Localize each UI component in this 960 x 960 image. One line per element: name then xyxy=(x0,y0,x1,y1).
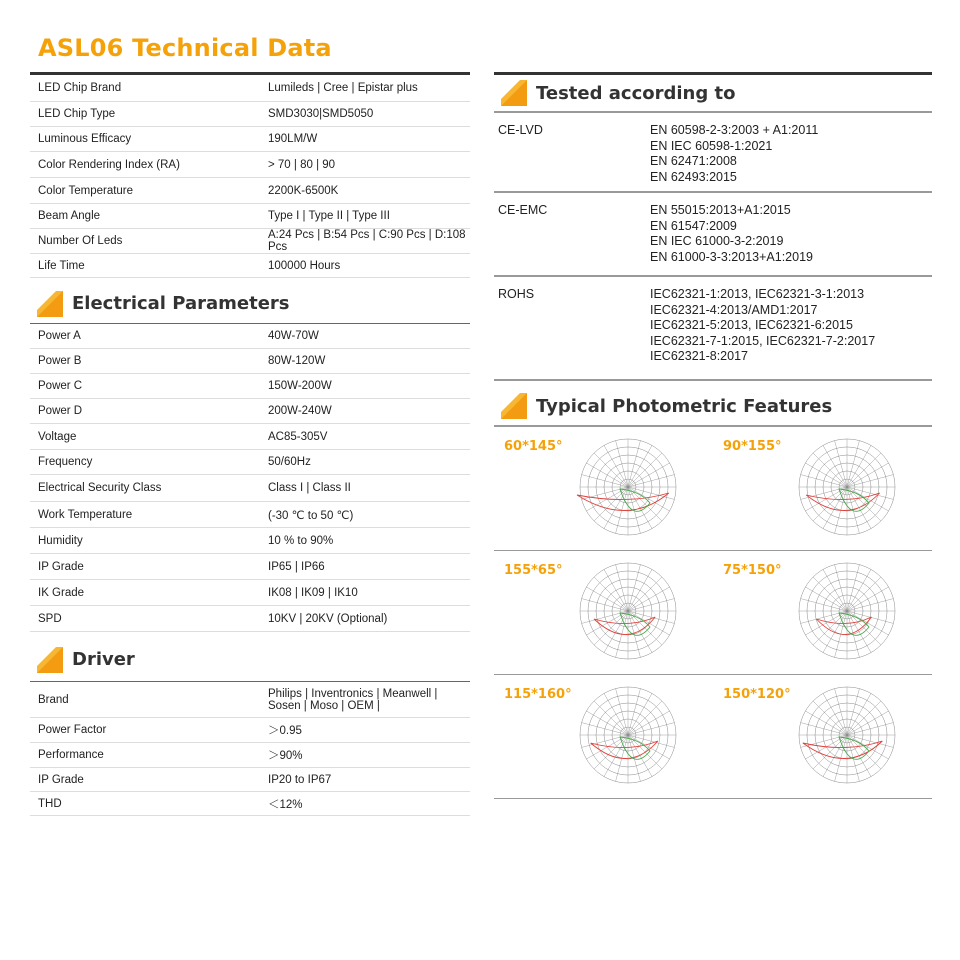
polar-spoke xyxy=(628,487,652,529)
polar-spoke xyxy=(813,701,847,735)
spec-row xyxy=(30,254,470,278)
spec-row xyxy=(30,229,470,254)
standard-line: EN 61547:2009 xyxy=(650,218,737,233)
spec-row xyxy=(30,768,470,792)
standard-list xyxy=(650,193,932,275)
polar-spoke xyxy=(604,735,628,777)
spec-value: 100000 Hours xyxy=(268,259,341,272)
spec-key: LED Chip Brand xyxy=(38,82,122,94)
beam-angle-label: 150*120° xyxy=(723,687,791,702)
photometric-heading: Typical Photometric Features xyxy=(536,395,833,417)
left-column xyxy=(30,72,470,816)
polar-spoke xyxy=(847,711,889,735)
polar-spoke xyxy=(628,453,662,487)
photometric-cell xyxy=(713,427,932,551)
spec-key: Power C xyxy=(38,380,83,392)
spec-row xyxy=(30,324,470,349)
standard-line: EN IEC 61000-3-2:2019 xyxy=(650,234,784,248)
intensity-curve-c90 xyxy=(839,489,869,511)
section-marker-icon xyxy=(500,79,528,107)
spec-key: Beam Angle xyxy=(38,210,101,222)
polar-spoke xyxy=(823,445,847,487)
polar-spoke xyxy=(628,577,662,611)
spec-row xyxy=(30,204,470,229)
spec-key: Brand xyxy=(38,693,69,706)
polar-diagram xyxy=(572,557,692,669)
standard-line: IEC62321-1:2013, IEC62321-3-1:2013 xyxy=(650,287,865,301)
polar-spoke xyxy=(813,453,847,487)
photometric-grid xyxy=(494,427,932,799)
beam-angle-label: 115*160° xyxy=(504,687,572,702)
photometric-section-header xyxy=(494,387,932,427)
polar-spoke xyxy=(823,569,847,611)
spec-value: 10 % to 90% xyxy=(268,534,334,547)
polar-spoke xyxy=(586,711,628,735)
standard-line: EN 62471:2008 xyxy=(650,154,737,168)
spec-value: 190LM/W xyxy=(268,133,318,145)
polar-diagram xyxy=(572,681,692,793)
spec-key: IK Grade xyxy=(38,586,85,599)
spec-key: THD xyxy=(38,797,62,810)
polar-spoke xyxy=(847,611,871,653)
polar-spoke xyxy=(604,487,628,529)
standard-line: IEC62321-8:2017 xyxy=(650,349,748,363)
section-marker-icon xyxy=(36,290,64,318)
polar-spoke xyxy=(594,701,628,735)
polar-spoke xyxy=(847,693,871,735)
polar-spoke xyxy=(586,587,628,611)
spec-row xyxy=(30,502,470,528)
photometric-cell xyxy=(713,551,932,675)
tested-section-header xyxy=(494,75,932,113)
polar-spoke xyxy=(847,569,871,611)
electrical-table xyxy=(30,324,470,632)
spec-row xyxy=(30,743,470,768)
intensity-curve-c0 xyxy=(594,617,655,635)
spec-row xyxy=(30,792,470,816)
polar-spoke xyxy=(628,587,670,611)
spec-value: SMD3030|SMD5050 xyxy=(268,108,374,120)
standard-list xyxy=(650,113,932,191)
polar-spoke xyxy=(628,701,662,735)
polar-spoke xyxy=(594,453,628,487)
spec-value: 200W-240W xyxy=(268,405,332,417)
polar-spoke xyxy=(586,735,628,759)
spec-row xyxy=(30,554,470,580)
spec-value: Class I | Class II xyxy=(268,482,351,494)
intensity-curve-c90 xyxy=(620,489,650,511)
spec-value: IK08 | IK09 | IK10 xyxy=(268,586,358,599)
spec-key: Number Of Leds xyxy=(38,235,123,247)
spec-row xyxy=(30,718,470,743)
spec-key: Humidity xyxy=(38,534,83,547)
standard-line: EN 62493:2015 xyxy=(650,169,737,184)
polar-spoke xyxy=(823,693,847,735)
polar-spoke xyxy=(604,569,628,611)
standard-line: EN IEC 60598-1:2021 xyxy=(650,138,773,153)
standard-line: IEC62321-5:2013, IEC62321-6:2015 xyxy=(650,318,853,332)
spec-key: LED Chip Type xyxy=(38,108,116,120)
standard-line: EN 55015:2013+A1:2015 xyxy=(650,203,791,217)
spec-row xyxy=(30,424,470,450)
spec-value: 150W-200W xyxy=(268,380,332,392)
spec-row xyxy=(30,349,470,374)
polar-spoke xyxy=(813,487,847,521)
spec-value: Type I | Type II | Type III xyxy=(268,210,390,222)
spec-value: Philips | Inventronics | Meanwell | Sosen | Moso | OEM | xyxy=(268,687,438,712)
intensity-curve-c90 xyxy=(620,613,650,635)
spec-key: IP Grade xyxy=(38,560,84,573)
polar-spoke xyxy=(628,445,652,487)
polar-spoke xyxy=(628,611,652,653)
polar-diagram xyxy=(791,433,911,545)
beam-angle-label: 60*145° xyxy=(504,439,563,454)
spec-value: 50/60Hz xyxy=(268,456,311,468)
spec-row xyxy=(30,399,470,424)
spec-key: Power D xyxy=(38,405,83,417)
spec-row xyxy=(30,178,470,204)
spec-key: Color Temperature xyxy=(38,184,134,197)
intensity-curve-c90 xyxy=(839,737,869,759)
polar-spoke xyxy=(847,701,881,735)
polar-spoke xyxy=(805,611,847,635)
polar-spoke xyxy=(628,735,652,777)
spec-row xyxy=(30,127,470,152)
polar-spoke xyxy=(805,463,847,487)
standard-line: IEC62321-7-1:2015, IEC62321-7-2:2017 xyxy=(650,333,876,348)
polar-spoke xyxy=(604,611,628,653)
polar-spoke xyxy=(586,463,628,487)
spec-key: Power B xyxy=(38,355,82,367)
spec-value: IP65 | IP66 xyxy=(268,560,325,573)
standard-category: ROHS xyxy=(498,287,535,301)
polar-spoke xyxy=(604,693,628,735)
standard-row xyxy=(494,193,932,277)
spec-row xyxy=(30,682,470,718)
electrical-heading: Electrical Parameters xyxy=(72,293,290,314)
polar-diagram xyxy=(791,557,911,669)
standard-category: CE-EMC xyxy=(498,203,548,217)
polar-spoke xyxy=(847,577,881,611)
spec-value: ＞90% xyxy=(268,750,303,762)
intensity-curve-c90 xyxy=(620,737,650,759)
spec-value: AC85-305V xyxy=(268,430,328,443)
beam-angle-label: 75*150° xyxy=(723,563,782,578)
polar-spoke xyxy=(628,711,670,735)
spec-value: 40W-70W xyxy=(268,330,319,342)
polar-spoke xyxy=(594,735,628,769)
polar-diagram xyxy=(791,681,911,793)
spec-value: 2200K-6500K xyxy=(268,184,339,197)
intensity-curve-c90 xyxy=(839,613,869,635)
polar-diagram xyxy=(572,433,692,545)
polar-spoke xyxy=(628,463,670,487)
spec-row xyxy=(30,450,470,475)
polar-spoke xyxy=(847,587,889,611)
standard-line: EN 61000-3-3:2013+A1:2019 xyxy=(650,249,813,264)
polar-spoke xyxy=(813,611,847,645)
standard-category: CE-LVD xyxy=(498,123,543,137)
led-spec-table xyxy=(30,75,470,278)
spec-row xyxy=(30,152,470,178)
spec-value: A:24 Pcs | B:54 Pcs | C:90 Pcs | D:108 Pcs xyxy=(268,229,466,253)
spec-key: Luminous Efficacy xyxy=(38,133,132,145)
spec-row xyxy=(30,475,470,502)
spec-key: Frequency xyxy=(38,456,93,468)
spec-value: IP20 to IP67 xyxy=(268,773,332,786)
polar-spoke xyxy=(823,487,847,529)
page-title: ASL06 Technical Data xyxy=(38,34,332,62)
spec-value: ＞0.95 xyxy=(268,725,302,737)
polar-spoke xyxy=(847,445,871,487)
spec-row xyxy=(30,580,470,606)
driver-table xyxy=(30,682,470,816)
spec-key: Performance xyxy=(38,749,104,761)
standard-row xyxy=(494,277,932,381)
spec-row xyxy=(30,374,470,399)
polar-spoke xyxy=(847,453,881,487)
tested-table xyxy=(494,113,932,381)
polar-spoke xyxy=(594,611,628,645)
spec-key: Power A xyxy=(38,330,81,342)
standard-line: IEC62321-4:2013/AMD1:2017 xyxy=(650,302,818,317)
polar-spoke xyxy=(604,445,628,487)
spec-row xyxy=(30,102,470,127)
spec-key: IP Grade xyxy=(38,773,84,786)
spec-row xyxy=(30,75,470,102)
spec-key: Power Factor xyxy=(38,724,107,736)
polar-spoke xyxy=(586,611,628,635)
beam-angle-label: 90*155° xyxy=(723,439,782,454)
driver-section-header xyxy=(30,638,470,682)
photometric-cell xyxy=(494,675,713,799)
standard-list xyxy=(650,277,932,379)
standard-row xyxy=(494,113,932,193)
spec-key: Voltage xyxy=(38,430,77,443)
intensity-curve-c0 xyxy=(591,741,658,759)
spec-value: (-30 ℃ to 50 ℃) xyxy=(268,509,354,522)
spec-value: > 70 | 80 | 90 xyxy=(268,158,336,171)
photometric-cell xyxy=(494,551,713,675)
spec-value: 80W-120W xyxy=(268,355,326,367)
polar-spoke xyxy=(813,577,847,611)
spec-key: Life Time xyxy=(38,259,85,272)
spec-key: SPD xyxy=(38,612,62,625)
polar-spoke xyxy=(805,711,847,735)
polar-spoke xyxy=(594,577,628,611)
spec-value: 10KV | 20KV (Optional) xyxy=(268,612,388,625)
beam-angle-label: 155*65° xyxy=(504,563,563,578)
photometric-cell xyxy=(713,675,932,799)
standard-line: EN 60598-2-3:2003 + A1:2011 xyxy=(650,123,819,137)
polar-spoke xyxy=(628,569,652,611)
right-column xyxy=(494,72,932,799)
photometric-cell xyxy=(494,427,713,551)
polar-spoke xyxy=(823,611,847,653)
spec-key: Color Rendering Index (RA) xyxy=(38,158,180,171)
electrical-section-header xyxy=(30,284,470,324)
spec-row xyxy=(30,528,470,554)
tested-heading: Tested according to xyxy=(536,82,736,104)
polar-spoke xyxy=(628,693,652,735)
section-marker-icon xyxy=(500,392,528,420)
spec-row xyxy=(30,606,470,632)
section-marker-icon xyxy=(36,646,64,674)
spec-key: Work Temperature xyxy=(38,508,133,521)
polar-spoke xyxy=(594,487,628,521)
driver-heading: Driver xyxy=(72,649,135,670)
polar-spoke xyxy=(847,463,889,487)
polar-spoke xyxy=(805,587,847,611)
spec-key: Electrical Security Class xyxy=(38,482,162,494)
spec-value: ＜12% xyxy=(268,798,303,811)
spec-value: Lumileds | Cree | Epistar plus xyxy=(268,82,418,94)
